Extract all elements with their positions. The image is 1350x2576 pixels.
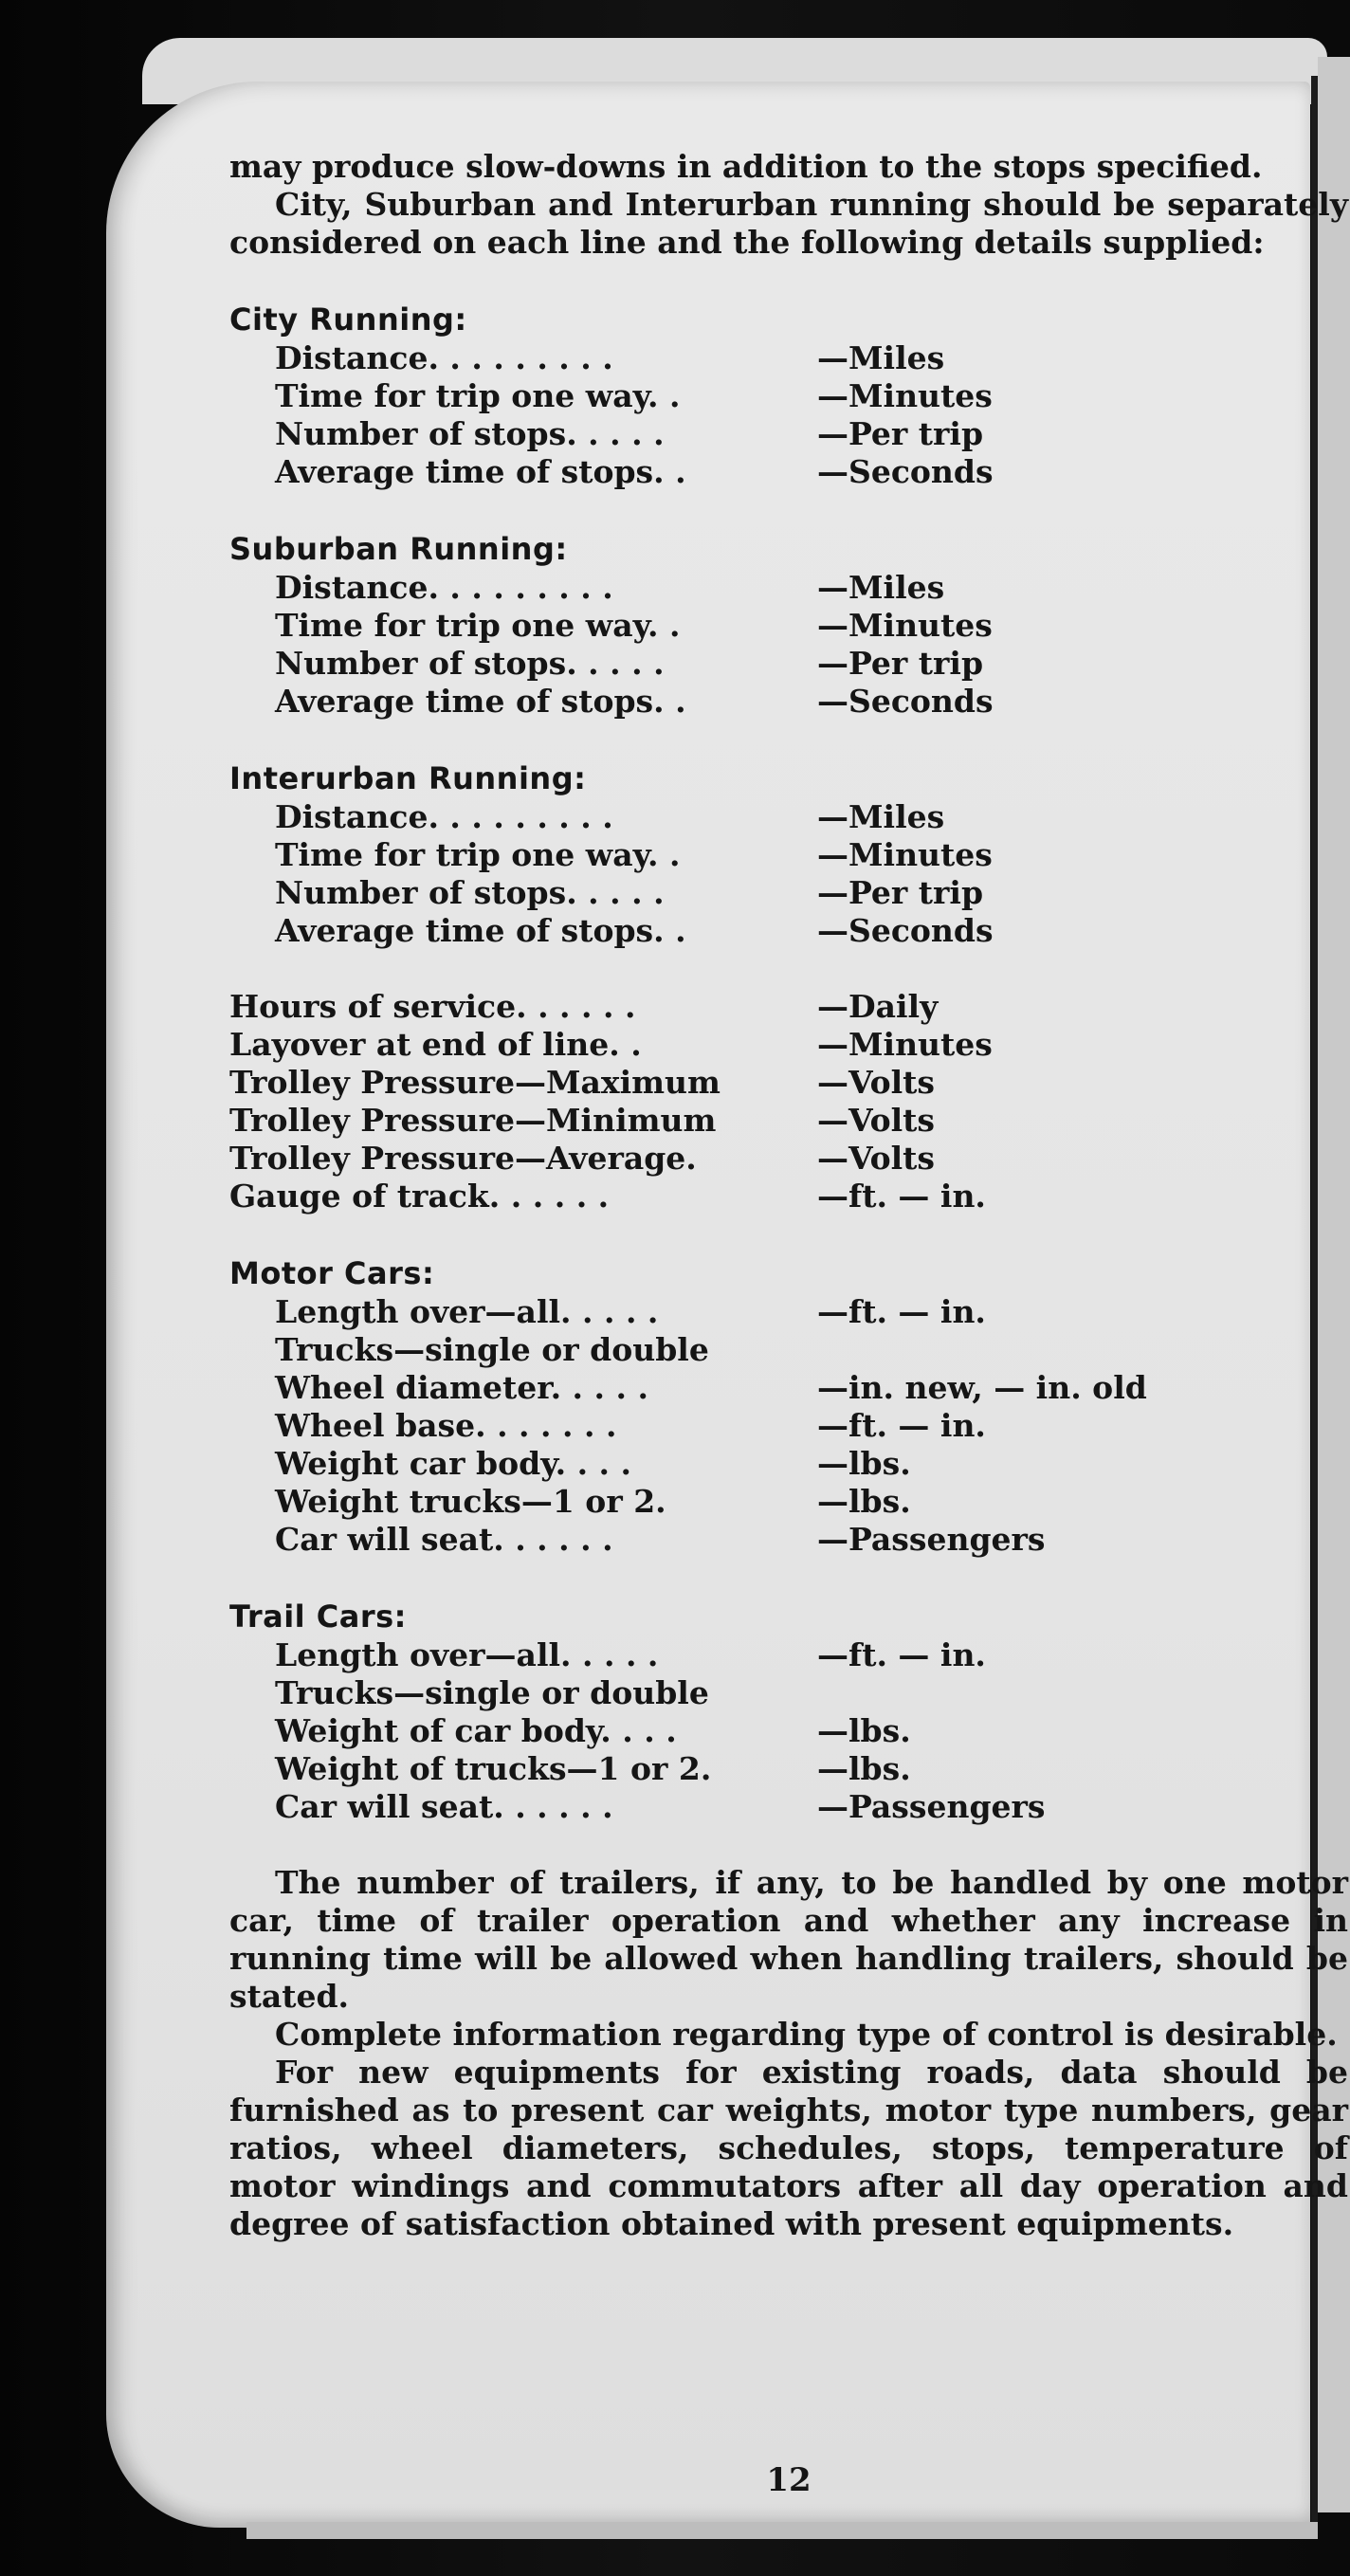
city-running-heading: City Running: <box>229 301 467 338</box>
spec-row: Trucks—single or double <box>275 1331 709 1368</box>
spec-row: Length over—all. . . . . —ft. — in. <box>275 1293 986 1330</box>
page-number: 12 <box>766 2461 812 2499</box>
spec-row: Weight of trucks—1 or 2. —lbs. <box>275 1750 911 1787</box>
spec-row: Distance. . . . . . . . . —Miles <box>275 569 945 606</box>
spec-row: Number of stops. . . . . —Per trip <box>275 415 984 452</box>
trail-cars-heading: Trail Cars: <box>229 1599 407 1635</box>
intro-continuation: may produce slow-downs in addition to the stops specified. <box>229 148 1263 185</box>
spec-row: Trolley Pressure—Minimum —Volts <box>229 1102 935 1139</box>
spec-row: Length over—all. . . . . —ft. — in. <box>275 1636 986 1673</box>
spec-row: Car will seat. . . . . . —Passengers <box>275 1788 1046 1825</box>
spec-row: Trucks—single or double <box>275 1674 709 1711</box>
spec-row: Weight car body. . . . —lbs. <box>275 1445 911 1482</box>
general-service-section <box>229 988 1348 1215</box>
city-running-section <box>229 300 1348 491</box>
spec-row: Trolley Pressure—Average. —Volts <box>229 1140 935 1177</box>
suburban-running-section <box>229 529 1348 721</box>
spec-row: Time for trip one way. . —Minutes <box>275 607 993 644</box>
spec-row: Distance. . . . . . . . . —Miles <box>275 339 945 376</box>
spec-row: Wheel base. . . . . . . —ft. — in. <box>275 1407 986 1444</box>
spec-row: Weight of car body. . . . —lbs. <box>275 1712 911 1749</box>
spec-row: Average time of stops. . —Seconds <box>275 453 994 490</box>
motor-cars-section <box>229 1253 1348 1559</box>
page-edge-bottom <box>246 2522 1318 2539</box>
spec-row: Time for trip one way. . —Minutes <box>275 377 993 414</box>
spec-row: Wheel diameter. . . . . —in. new, — in. old <box>275 1369 1147 1406</box>
spec-row: Distance. . . . . . . . . —Miles <box>275 798 945 835</box>
spec-row: Hours of service. . . . . . —Daily <box>229 988 939 1025</box>
new-equipments-paragraph: For new equipments for existing roads, data should be furnished as to present car weights, motor type numbers, gear ratios, wheel diameters, schedules, stops, temperature of motor windings and commutators after all day operation and degree of satisfaction obtained with present equipments. <box>229 2054 1348 2242</box>
control-paragraph: Complete information regarding type of control is desirable. <box>275 2016 1338 2053</box>
spec-row: Average time of stops. . —Seconds <box>275 912 994 949</box>
spec-row: Trolley Pressure—Maximum —Volts <box>229 1064 935 1101</box>
spec-row: Weight trucks—1 or 2. —lbs. <box>275 1483 911 1520</box>
motor-cars-heading: Motor Cars: <box>229 1255 435 1291</box>
spec-row: Average time of stops. . —Seconds <box>275 683 994 720</box>
spec-row: Gauge of track. . . . . . —ft. — in. <box>229 1178 986 1215</box>
trail-cars-section <box>229 1597 1348 1826</box>
spec-row: Car will seat. . . . . . —Passengers <box>275 1521 1046 1558</box>
booklet-page <box>106 82 1348 2528</box>
intro-paragraph: City, Suburban and Interurban running should be separately considered on each line and the following details supplied: <box>229 186 1348 261</box>
interurban-running-section <box>229 758 1348 950</box>
interurban-running-heading: Interurban Running: <box>229 760 587 796</box>
spec-row: Number of stops. . . . . —Per trip <box>275 874 984 911</box>
spec-row: Number of stops. . . . . —Per trip <box>275 645 984 682</box>
trailers-paragraph: The number of trailers, if any, to be handled by one motor car, time of trailer operation and whether any increase in running time will be allowed when handling trailers, should be stated. <box>229 1864 1348 2015</box>
page-content <box>229 148 1348 2499</box>
spec-row: Layover at end of line. . —Minutes <box>229 1026 993 1063</box>
suburban-running-heading: Suburban Running: <box>229 531 568 567</box>
spec-row: Time for trip one way. . —Minutes <box>275 836 993 873</box>
